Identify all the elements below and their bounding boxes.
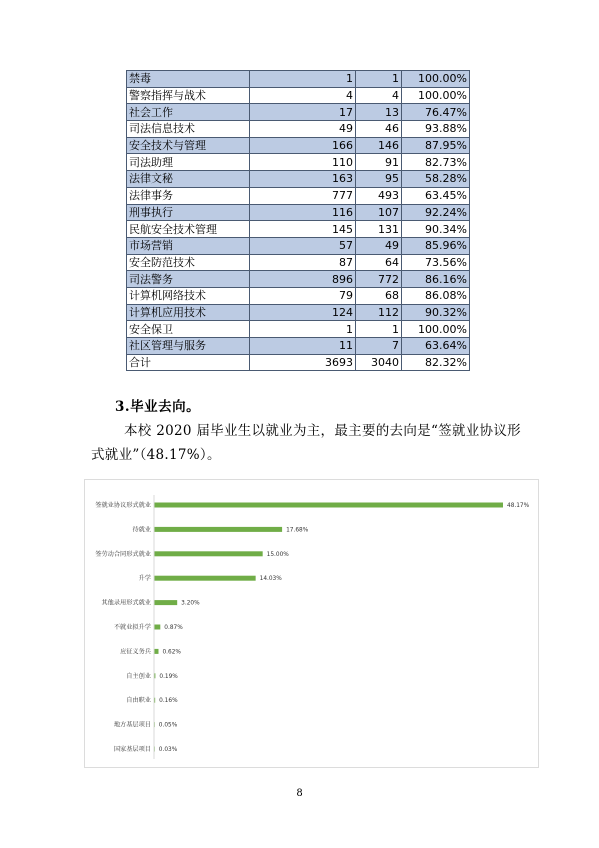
employment-rate-cell: 100.00% <box>402 321 470 338</box>
graduates-cell: 11 <box>250 338 356 355</box>
table-row <box>127 104 470 121</box>
graduates-cell: 110 <box>250 154 356 171</box>
bar <box>154 649 158 654</box>
table-row <box>127 137 470 154</box>
table-row <box>127 287 470 304</box>
page-number: 8 <box>296 788 303 799</box>
category-label: 待就业 <box>132 526 151 534</box>
table-row <box>127 171 470 188</box>
major-name-cell: 刑事执行 <box>127 204 250 221</box>
employment-rate-cell: 86.08% <box>402 287 470 304</box>
category-label: 国家基层项目 <box>113 746 151 753</box>
section-heading: 3.毕业去向。 <box>115 399 201 415</box>
graduates-cell: 124 <box>250 304 356 321</box>
employment-rate-cell: 86.16% <box>402 271 470 288</box>
employment-rate-cell: 100.00% <box>402 87 470 104</box>
category-label: 自主创业 <box>126 672 151 680</box>
major-name-cell: 司法信息技术 <box>127 121 250 138</box>
employment-rate-cell: 100.00% <box>402 71 470 88</box>
major-name-cell: 社会工作 <box>127 104 250 121</box>
bar <box>154 600 177 605</box>
destination-bar-chart <box>84 479 539 768</box>
bar <box>154 625 160 630</box>
major-name-cell: 市场营销 <box>127 237 250 254</box>
employment-rate-cell: 93.88% <box>402 121 470 138</box>
table-row <box>127 254 470 271</box>
graduates-cell: 1 <box>250 71 356 88</box>
employment-rate-cell: 73.56% <box>402 254 470 271</box>
bar-value-label: 0.87% <box>164 625 183 631</box>
major-name-cell: 法律事务 <box>127 187 250 204</box>
category-label: 地方基层项目 <box>113 721 151 729</box>
table-row <box>127 354 470 371</box>
body-paragraph-line-1: 本校 2020 届毕业生以就业为主，最主要的去向是“签就业协议形 <box>124 423 521 439</box>
employment-rate-cell: 76.47% <box>402 104 470 121</box>
employed-cell: 1 <box>356 71 402 88</box>
major-name-cell: 安全保卫 <box>127 321 250 338</box>
employment-rate-cell: 90.32% <box>402 304 470 321</box>
major-name-cell: 安全技术与管理 <box>127 137 250 154</box>
employed-cell: 46 <box>356 121 402 138</box>
employed-cell: 95 <box>356 171 402 188</box>
major-name-cell: 警察指挥与战术 <box>127 87 250 104</box>
table-row <box>127 154 470 171</box>
bar-value-label: 0.16% <box>159 698 178 705</box>
major-name-cell: 安全防范技术 <box>127 254 250 271</box>
bar-value-label: 15.00% <box>266 551 289 558</box>
table-row <box>127 204 470 221</box>
category-label: 升学 <box>138 575 151 583</box>
employed-cell: 493 <box>356 187 402 204</box>
graduates-cell: 3693 <box>250 354 356 371</box>
bar-value-label: 0.19% <box>159 673 178 680</box>
employed-cell: 49 <box>356 237 402 254</box>
major-name-cell: 禁毒 <box>127 71 250 88</box>
major-name-cell: 计算机网络技术 <box>127 287 250 304</box>
major-name-cell: 合计 <box>127 354 250 371</box>
table-row <box>127 237 470 254</box>
employment-rate-cell: 85.96% <box>402 237 470 254</box>
employed-cell: 3040 <box>356 354 402 371</box>
graduates-cell: 4 <box>250 87 356 104</box>
category-label: 自由职业 <box>126 697 151 705</box>
employed-cell: 107 <box>356 204 402 221</box>
major-name-cell: 社区管理与服务 <box>127 338 250 355</box>
table-row <box>127 87 470 104</box>
employed-cell: 112 <box>356 304 402 321</box>
category-label: 应征义务兵 <box>120 648 151 656</box>
major-name-cell: 法律文秘 <box>127 171 250 188</box>
category-label: 签就业协议形式就业 <box>95 502 151 509</box>
graduates-cell: 166 <box>250 137 356 154</box>
bar-value-label: 3.20% <box>181 600 200 607</box>
employment-rate-cell: 63.45% <box>402 187 470 204</box>
employment-rate-cell: 82.73% <box>402 154 470 171</box>
table-row <box>127 221 470 238</box>
graduates-cell: 1 <box>250 321 356 338</box>
employment-rate-cell: 63.64% <box>402 338 470 355</box>
bar-value-label: 17.68% <box>286 527 309 534</box>
employed-cell: 4 <box>356 87 402 104</box>
employed-cell: 13 <box>356 104 402 121</box>
graduates-cell: 116 <box>250 204 356 221</box>
major-name-cell: 计算机应用技术 <box>127 304 250 321</box>
employed-cell: 1 <box>356 321 402 338</box>
graduates-cell: 145 <box>250 221 356 238</box>
bar-value-label: 0.05% <box>158 722 178 729</box>
employed-cell: 7 <box>356 338 402 355</box>
graduates-cell: 79 <box>250 287 356 304</box>
bar <box>154 527 282 532</box>
employed-cell: 91 <box>356 154 402 171</box>
body-paragraph-line-2: 式就业”（48.17%）。 <box>91 447 221 463</box>
employed-cell: 146 <box>356 137 402 154</box>
major-name-cell: 民航安全技术管理 <box>127 221 250 238</box>
major-name-cell: 司法助理 <box>127 154 250 171</box>
graduates-cell: 17 <box>250 104 356 121</box>
bar <box>154 576 256 581</box>
graduates-cell: 896 <box>250 271 356 288</box>
bar-value-label: 48.17% <box>507 503 530 509</box>
table-row <box>127 271 470 288</box>
table-row <box>127 304 470 321</box>
bar <box>154 551 263 556</box>
bar-value-label: 0.62% <box>162 649 181 656</box>
employed-cell: 772 <box>356 271 402 288</box>
employed-cell: 64 <box>356 254 402 271</box>
table-row <box>127 71 470 88</box>
employment-rate-cell: 90.34% <box>402 221 470 238</box>
category-label: 其他录用形式就业 <box>101 599 151 607</box>
employment-rate-cell: 82.32% <box>402 354 470 371</box>
graduates-cell: 777 <box>250 187 356 204</box>
bar-value-label: 14.03% <box>259 576 282 583</box>
category-label: 不就业拟升学 <box>113 624 151 631</box>
graduates-cell: 49 <box>250 121 356 138</box>
major-name-cell: 司法警务 <box>127 271 250 288</box>
bar-value-label: 0.03% <box>158 747 178 753</box>
graduates-cell: 163 <box>250 171 356 188</box>
employment-rate-cell: 87.95% <box>402 137 470 154</box>
employment-rate-cell: 92.24% <box>402 204 470 221</box>
employment-rate-table <box>126 70 470 371</box>
table-row <box>127 121 470 138</box>
table-row <box>127 338 470 355</box>
employed-cell: 131 <box>356 221 402 238</box>
category-label: 签劳动合同形式就业 <box>95 550 151 558</box>
graduates-cell: 57 <box>250 237 356 254</box>
table-row <box>127 187 470 204</box>
graduates-cell: 87 <box>250 254 356 271</box>
employed-cell: 68 <box>356 287 402 304</box>
bar <box>154 503 503 508</box>
employment-rate-cell: 58.28% <box>402 171 470 188</box>
chart-canvas <box>85 480 538 767</box>
table-row <box>127 321 470 338</box>
